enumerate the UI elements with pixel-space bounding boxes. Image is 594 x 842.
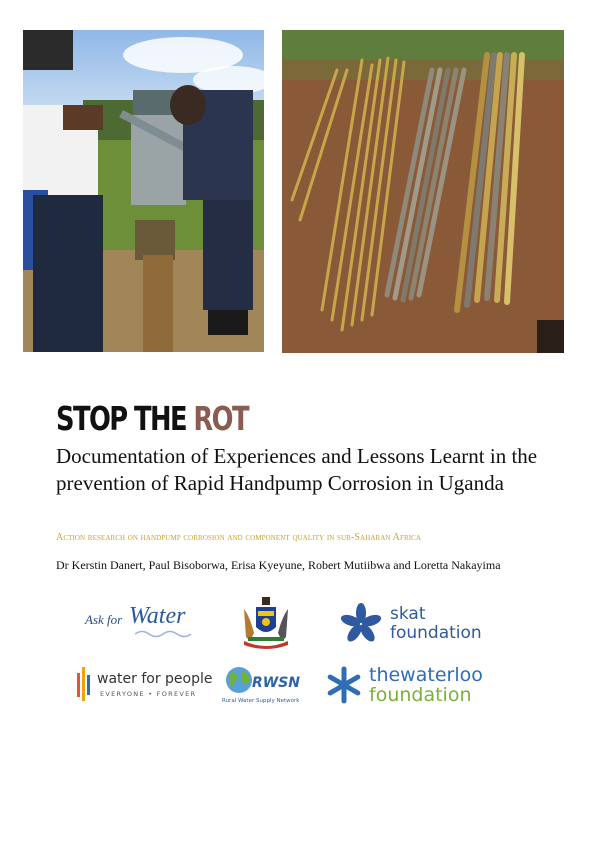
ask-for-water-ask-text: Ask for (85, 612, 123, 627)
water-waves-icon (135, 629, 195, 639)
author-list: Dr Kerstin Danert, Paul Bisoborwa, Erisa Kyeyune, Robert Mutiibwa and Loretta Nakayima (56, 558, 501, 572)
title-part-rot: ROT (193, 399, 249, 438)
cover-subtitle: Documentation of Experiences and Lessons Learnt in the prevention of Rapid Handpump Corrosion in Uganda (56, 444, 538, 495)
title-part-stop-the: STOP THE (56, 399, 194, 438)
coat-of-arms-icon (240, 597, 292, 652)
rwsn-globe-icon (222, 665, 256, 695)
water-for-people-name: water for people (97, 671, 213, 687)
skat-line1: skat (390, 604, 426, 624)
handpump-repair-photo (23, 30, 264, 352)
uganda-coat-of-arms-logo (240, 597, 292, 652)
waterloo-asterisk-icon (325, 665, 363, 705)
ask-for-water-logo (85, 603, 200, 643)
series-line: Action research on handpump corrosion and component quality in sub-Saharan Africa (56, 532, 422, 543)
waterloo-line2: foundation (369, 684, 472, 706)
corroded-rods-photo (282, 30, 564, 353)
skat-line2: foundation (390, 623, 482, 643)
ask-for-water-water-text: Water (129, 603, 186, 629)
waterloo-line1: thewaterloo (369, 664, 483, 686)
cover-title (56, 399, 248, 438)
water-for-people-bars-icon (75, 665, 93, 703)
skat-flower-icon (340, 603, 382, 645)
rwsn-logo (222, 665, 307, 710)
rwsn-name: RWSN (252, 675, 301, 691)
water-for-people-tagline: EVERYONE • FOREVER (100, 690, 197, 698)
skat-foundation-logo (340, 603, 490, 645)
waterloo-foundation-logo (325, 665, 495, 710)
water-for-people-logo (75, 665, 215, 705)
skat-wordmark (390, 605, 482, 643)
rwsn-subtitle: Rural Water Supply Network (222, 698, 300, 704)
